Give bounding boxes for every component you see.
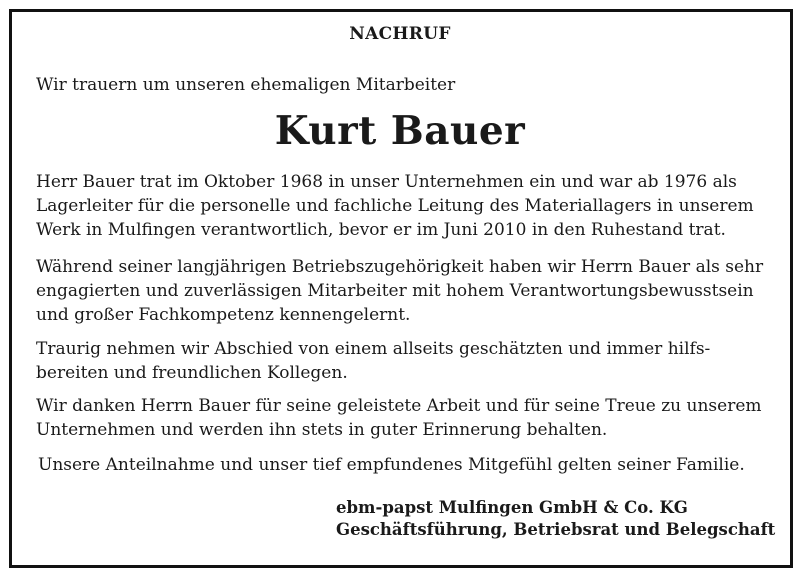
obituary-heading: NACHRUF [349, 24, 451, 44]
deceased-name: Kurt Bauer [274, 108, 526, 154]
paragraph-appreciation: Während seiner langjährigen Betriebszugehörigkeit haben wir Herrn Bauer als sehr engagierten und zuverlässigen Mitarbeiter mit hohem Verantwortungsbewusstsein und großer Fachkompetenz kennengelernt. [36, 257, 764, 325]
signature-company: ebm-papst Mulfingen GmbH & Co. KG [336, 498, 688, 517]
paragraph-condolence: Unsere Anteilnahme und unser tief empfundenes Mitgefühl gelten seiner Familie. [38, 455, 745, 475]
intro-line: Wir trauern um unseren ehemaligen Mitarbeiter [36, 75, 456, 95]
paragraph-thanks: Wir danken Herrn Bauer für seine geleistete Arbeit und für seine Treue zu unserem Unternehmen und werden ihn stets in guter Erinnerung behalten. [36, 396, 762, 440]
signature-group: Geschäftsführung, Betriebsrat und Belegschaft [336, 520, 776, 539]
paragraph-farewell: Traurig nehmen wir Abschied von einem allseits geschätzten und immer hilfs- bereiten und freundlichen Kollegen. [36, 339, 711, 383]
paragraph-career: Herr Bauer trat im Oktober 1968 in unser Unternehmen ein und war ab 1976 als Lagerleiter für die personelle und fachliche Leitung des Materiallagers in unserem Werk in Mulfingen verantwortlich, bevor er im Juni 2010 in den Ruhestand trat. [36, 172, 754, 240]
